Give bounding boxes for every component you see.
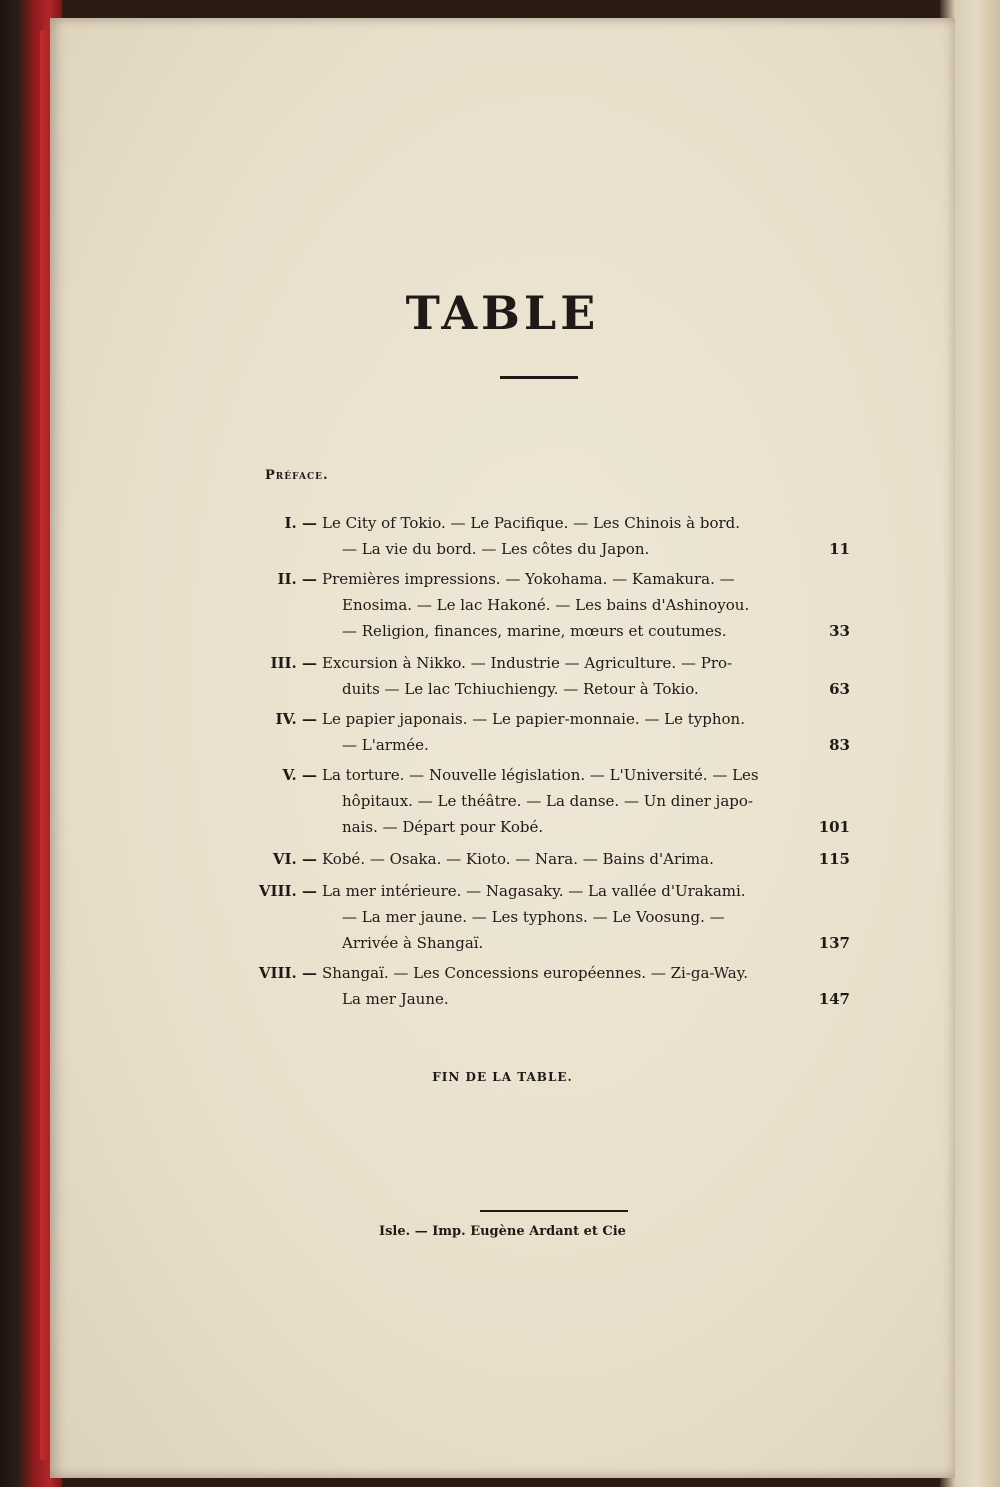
chapter-summary	[322, 650, 802, 702]
page-number: 83	[829, 736, 850, 754]
page-number: 115	[818, 850, 850, 868]
book-page	[50, 18, 955, 1478]
chapter-line: — L'armée.	[342, 736, 429, 754]
chapter-line: Enosima. — Le lac Hakoné. — Les bains d'Ashinoyou.	[342, 596, 750, 614]
preface-label: Préface.	[265, 468, 329, 483]
chapter-line: Le papier japonais. — Le papier-monnaie. — Le typhon.	[322, 710, 745, 728]
chapter-line: nais. — Départ pour Kobé.	[342, 818, 544, 836]
chapter-line: — Religion, finances, marine, mœurs et coutumes.	[342, 622, 727, 640]
chapter-line: Kobé. — Osaka. — Kioto. — Nara. — Bains d'Arima.	[322, 850, 714, 868]
chapter-summary	[322, 762, 802, 840]
chapter-number: II. —	[277, 570, 317, 588]
imprint-rule	[480, 1210, 628, 1212]
page-number: 147	[818, 990, 850, 1008]
chapter-summary	[322, 846, 802, 872]
chapter-number: IV. —	[275, 710, 317, 728]
chapter-line: duits — Le lac Tchiuchiengy. — Retour à Tokio.	[342, 680, 699, 698]
chapter-number: I. —	[284, 514, 317, 532]
page-number: 101	[818, 818, 850, 836]
chapter-summary	[322, 878, 802, 956]
chapter-line: La torture. — Nouvelle législation. — L'Université. — Les	[322, 766, 759, 784]
chapter-line: — La mer jaune. — Les typhons. — Le Voosung. —	[342, 908, 725, 926]
chapter-line: Le City of Tokio. — Le Pacifique. — Les Chinois à bord.	[322, 514, 741, 532]
page-number: 137	[818, 934, 850, 952]
end-of-table-text: FIN DE LA TABLE.	[432, 1070, 573, 1084]
page-number: 11	[829, 540, 850, 558]
chapter-number: VI. —	[272, 850, 317, 868]
chapter-number: V. —	[282, 766, 317, 784]
chapter-line: Excursion à Nikko. — Industrie — Agriculture. — Pro-	[322, 654, 733, 672]
chapter-summary	[322, 706, 802, 758]
chapter-number: VIII. —	[258, 882, 317, 900]
chapter-number: III. —	[270, 654, 317, 672]
chapter-line: La mer intérieure. — Nagasaky. — La vallée d'Urakami.	[322, 882, 746, 900]
title-rule	[500, 376, 578, 379]
chapter-line: La mer Jaune.	[342, 990, 449, 1008]
imprint-text: Isle. — Imp. Eugène Ardant et Cie	[379, 1224, 626, 1239]
chapter-summary	[322, 960, 802, 1012]
page-number: 63	[829, 680, 850, 698]
chapter-line: hôpitaux. — Le théâtre. — La danse. — Un diner japo-	[342, 792, 753, 810]
page-title: TABLE	[405, 286, 600, 340]
chapter-line: — La vie du bord. — Les côtes du Japon.	[342, 540, 650, 558]
chapter-line: Shangaï. — Les Concessions européennes. — Zi-ga-Way.	[322, 964, 748, 982]
chapter-line: Arrivée à Shangaï.	[342, 934, 484, 952]
chapter-line: Premières impressions. — Yokohama. — Kamakura. —	[322, 570, 735, 588]
chapter-summary	[322, 510, 802, 562]
page-number: 33	[829, 622, 850, 640]
chapter-summary	[322, 566, 802, 644]
chapter-number: VIII. —	[258, 964, 317, 982]
